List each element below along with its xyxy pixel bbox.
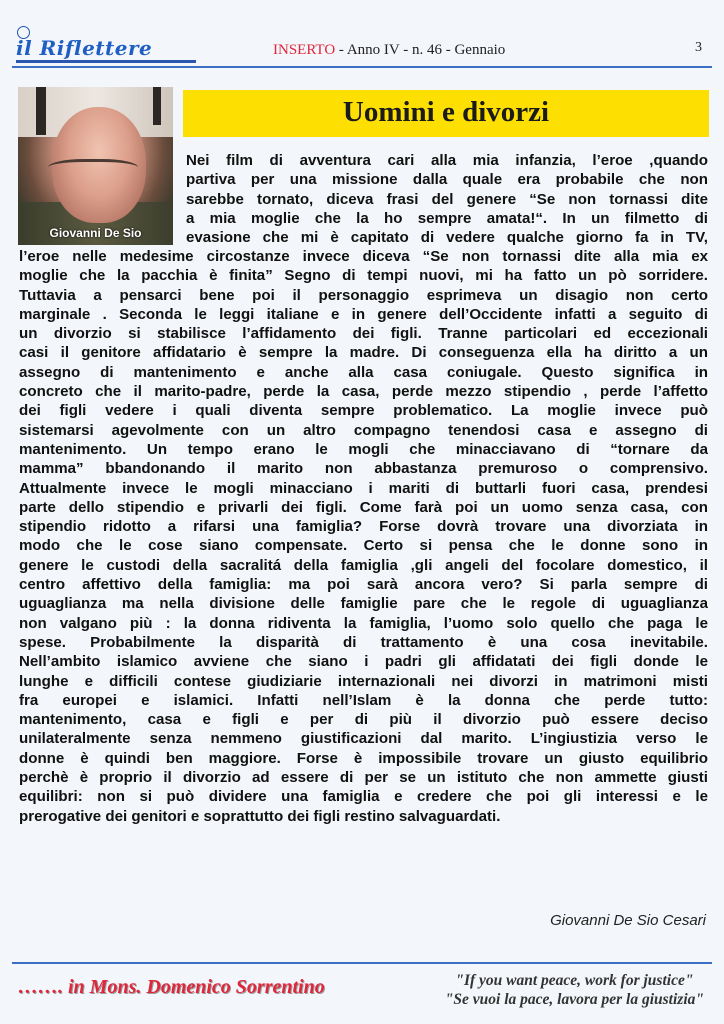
text-line: Tuttavia a pensarci bene poi il personaggio esprimeva un disagio non certo	[19, 286, 708, 304]
text-line: uguaglianza ma nella divisione delle famiglie pare che le regole di uguaglianza	[19, 595, 708, 613]
text-line: a mia moglie che la ho sempre amata!“. In un filmetto di	[186, 209, 708, 227]
text-line: mamma” bbandonando il marito non abbastanza premuroso o comprensivo.	[19, 460, 708, 478]
text-line: assegno di mantenimento e anche alla casa coniugale. Questo significa in	[19, 363, 708, 381]
text-line: equilibri: non si può dividere una famiglia e credere che poi gli interessi e le	[19, 788, 708, 806]
photo-frame-right	[153, 87, 161, 125]
text-line: concreto che il marito-padre, perde la casa, perde mezzo stipendio , perde l’affetto	[19, 383, 708, 401]
text-line: marginale . Seconda le leggi italiane e in genere dell’Occidente infatti a seguito di	[19, 305, 708, 323]
text-line: stipendio ridotto a rifarsi una famiglia? Forse dovrà trovare una divorziata in	[19, 518, 708, 536]
text-line: perchè è proprio il divorzio ad essere di per se un istituto che non ammette giusti	[19, 769, 708, 787]
photo-caption: Giovanni De Sio	[49, 226, 142, 240]
text-line: Attualmente invece le mogli minacciano i mariti di buttarli fuori casa, prendesi	[19, 479, 708, 497]
text-line: donne è quindi ben maggiore. Forse è impossibile trovare un giusto equilibrio	[19, 749, 708, 767]
motto-english: "If you want peace, work for justice"	[455, 972, 694, 989]
text-line: moglie che la pacchia è finita” Segno di tempi nuovi, mi ha fatto un pò sorridere.	[19, 267, 708, 285]
text-line: fra europei e islamici. Infatti nell’Islam è la donna che perde tutto:	[19, 691, 708, 709]
text-line: Nell’ambito islamico avviene che siano i padri gli affidatati dei figli donde le	[19, 653, 708, 671]
text-line: mantenimento, casa e figli e per di più il divorzio può essere deciso	[19, 711, 708, 729]
title-banner	[183, 90, 709, 137]
text-line: unilateralmente senza nemmeno giustificazioni dal marito. L’ingiustizia verso le	[19, 730, 708, 748]
text-line: centro affettivo della famiglia: ma poi sarà ancora vero? Si parla sempre di	[19, 576, 708, 594]
page-number: 3	[695, 40, 702, 55]
text-line: lunghe e difficili contese giudiziarie internazionali nei divorzi in matrimoni misti	[19, 672, 708, 690]
text-line: sistemarsi agevolmente con un altro compagno tenendosi casa e assegno di	[19, 421, 708, 439]
motto-italian: "Se vuoi la pace, lavora per la giustizia"	[444, 991, 704, 1008]
article-title: Uomini e divorzi	[342, 96, 550, 128]
text-line: casi il genitore affidatario è sempre la madre. Di conseguenza ella ha diritto a un	[19, 344, 708, 362]
page-header	[0, 0, 724, 70]
text-line: spese. Probabilmente la disparità di trattamento è una cosa inevitabile.	[19, 633, 708, 651]
text-line: un divorzio si stabilisce l’affidamento dei figli. Tranne particolari ed eccezionali	[19, 325, 708, 343]
article-body	[19, 247, 708, 826]
article-intro	[186, 151, 708, 247]
issue-info: - Anno IV - n. 46 - Gennaio	[335, 42, 506, 58]
text-line: mantenimento. Un tempo erano le mogli che minacciavano di “tornare da	[19, 440, 708, 458]
footer-dedication: ……. in Mons. Domenico Sorrentino	[18, 976, 325, 998]
text-line: Nei film di avventura cari alla mia infanzia, l’eroe ,quando	[186, 152, 708, 169]
author-signature: Giovanni De Sio Cesari	[550, 912, 706, 929]
text-line: partiva per una missione dalla quale era probabile che non	[186, 171, 708, 189]
footer-motto	[445, 971, 704, 1009]
logo-underline	[16, 60, 196, 63]
text-line: l’eroe nelle medesime circostanze invece diceva “Se non tornassi dite alla mia ex	[19, 248, 708, 265]
text-line: prerogative dei genitori e soprattutto dei figli restino salvaguardati.	[19, 807, 501, 825]
text-line: genere le custodi della sacralitá della famiglia ,gli angeli del focolare domestico, il	[19, 556, 708, 574]
text-line: parte dello stipendio e privarli dei figli. Come farà poi un uomo senza casa, con	[19, 498, 708, 516]
text-line: dei figli vedere i quali diventa sempre problematico. La moglie invece può	[19, 402, 708, 420]
text-line: sarebbe tornato, diceva frasi del genere “Se non tornassi dite	[186, 190, 708, 208]
photo-glasses	[48, 159, 138, 180]
text-line: non valgano più : la donna ridiventa la famiglia, l’uomo solo quello che paga le	[19, 614, 708, 632]
photo-frame-left	[36, 87, 46, 135]
footer-divider	[12, 962, 712, 964]
author-photo	[18, 87, 173, 245]
text-line: evasione che mi è capitato di vedere qualche giorno fa in TV,	[186, 229, 708, 247]
text-line: modo che le cose siano compensate. Certo si pensa che le donne sono in	[19, 537, 708, 555]
issue-label: INSERTO	[273, 42, 336, 58]
publication-logo	[14, 26, 196, 66]
issue-line	[273, 42, 505, 59]
header-divider	[12, 66, 712, 68]
logo-text: il Riflettere	[16, 36, 153, 60]
